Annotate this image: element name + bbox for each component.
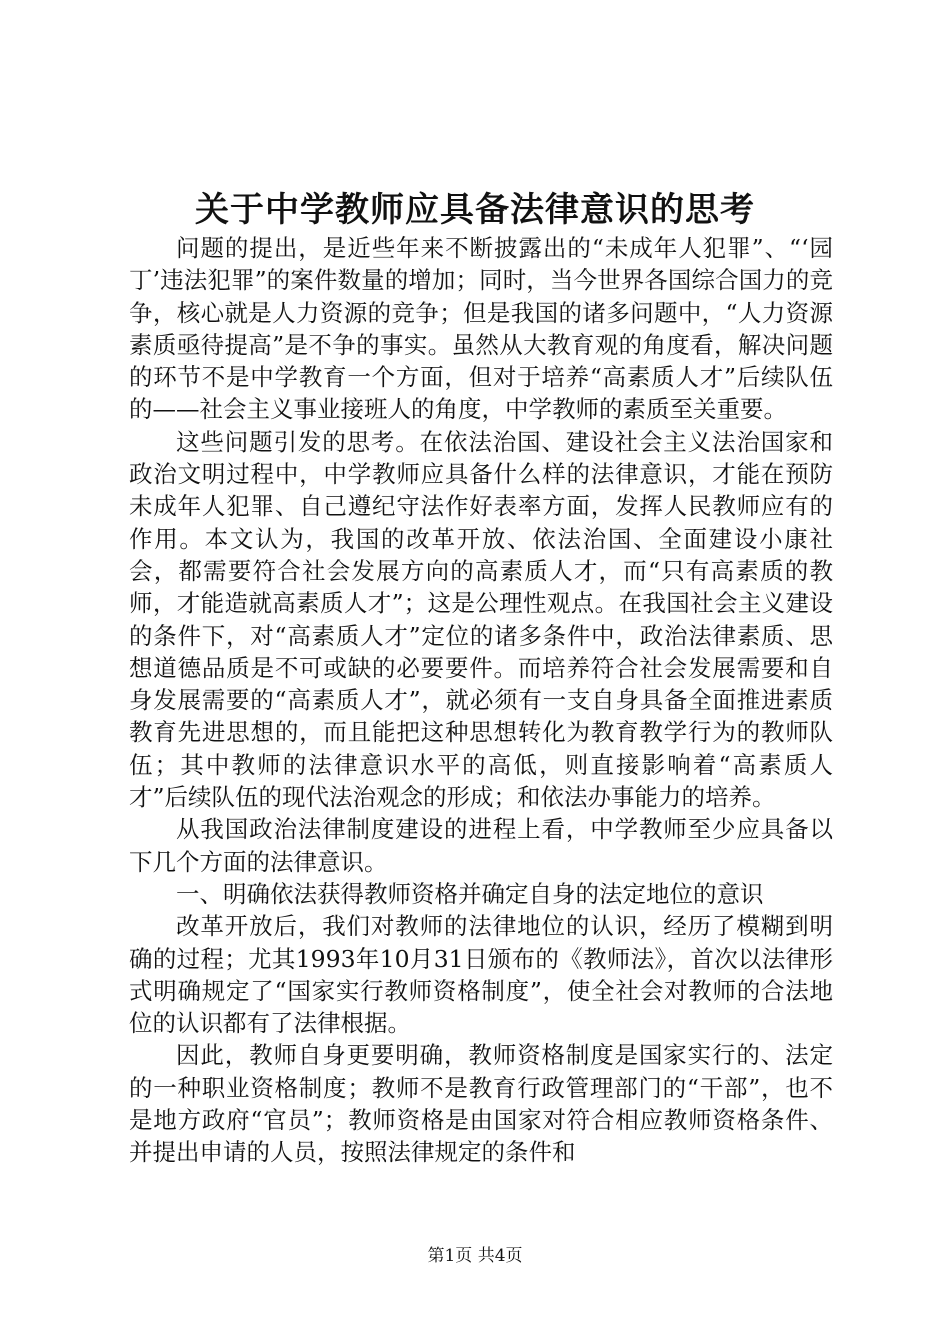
paragraph-4: 改革开放后，我们对教师的法律地位的认识，经历了模糊到明确的过程；尤其1993年10月31日颁布的《教师法》，首次以法律形式明确规定了“国家实行教师资格制度”，使全社会对教师的合法地位的认识都有了法律根据。 bbox=[129, 912, 833, 1038]
paragraph-2: 这些问题引发的思考。在依法治国、建设社会主义法治国家和政治文明过程中，中学教师应具备什么样的法律意识，才能在预防未成年人犯罪、自己遵纪守法作好表率方面，发挥人民教师应有的作用。本文认为，我国的改革开放、依法治国、全面建设小康社会，都需要符合社会发展方向的高素质人才，而“只有高素质的教师，才能造就高素质人才”；这是公理性观点。在我国社会主义建设的条件下，对“高素质人才”定位的诸多条件中，政治法律素质、思想道德品质是不可或缺的必要要件。而培养符合社会发展需要和自身发展需要的“高素质人才”，就必须有一支自身具备全面推进素质教育先进思想的，而且能把这种思想转化为教育教学行为的教师队伍；其中教师的法律意识水平的高低，则直接影响着“高素质人才”后续队伍的现代法治观念的形成；和依法办事能力的培养。 bbox=[129, 427, 833, 812]
paragraph-5: 因此，教师自身更要明确，教师资格制度是国家实行的、法定的一种职业资格制度；教师不是教育行政管理部门的“干部”，也不是地方政府“官员”；教师资格是由国家对符合相应教师资格条件、并提出申请的人员，按照法律规定的条件和 bbox=[129, 1041, 833, 1167]
document-title: 关于中学教师应具备法律意识的思考 bbox=[195, 190, 755, 230]
paragraph-3: 从我国政治法律制度建设的进程上看，中学教师至少应具备以下几个方面的法律意识。 bbox=[129, 815, 833, 876]
page-footer: 第1页 共4页 bbox=[427, 1246, 523, 1266]
document-body bbox=[129, 232, 833, 1169]
paragraph-1: 问题的提出，是近些年来不断披露出的“未成年人犯罪”、“‘园丁’违法犯罪”的案件数量的增加；同时，当今世界各国综合国力的竞争，核心就是人力资源的竞争；但是我国的诸多问题中，“人力资源素质亟待提高”是不争的事实。虽然从大教育观的角度看，解决问题的环节不是中学教育一个方面，但对于培养“高素质人才”后续队伍的——社会主义事业接班人的角度，中学教师的素质至关重要。 bbox=[129, 234, 833, 424]
section-heading-1: 一、明确依法获得教师资格并确定自身的法定地位的意识 bbox=[176, 879, 764, 908]
